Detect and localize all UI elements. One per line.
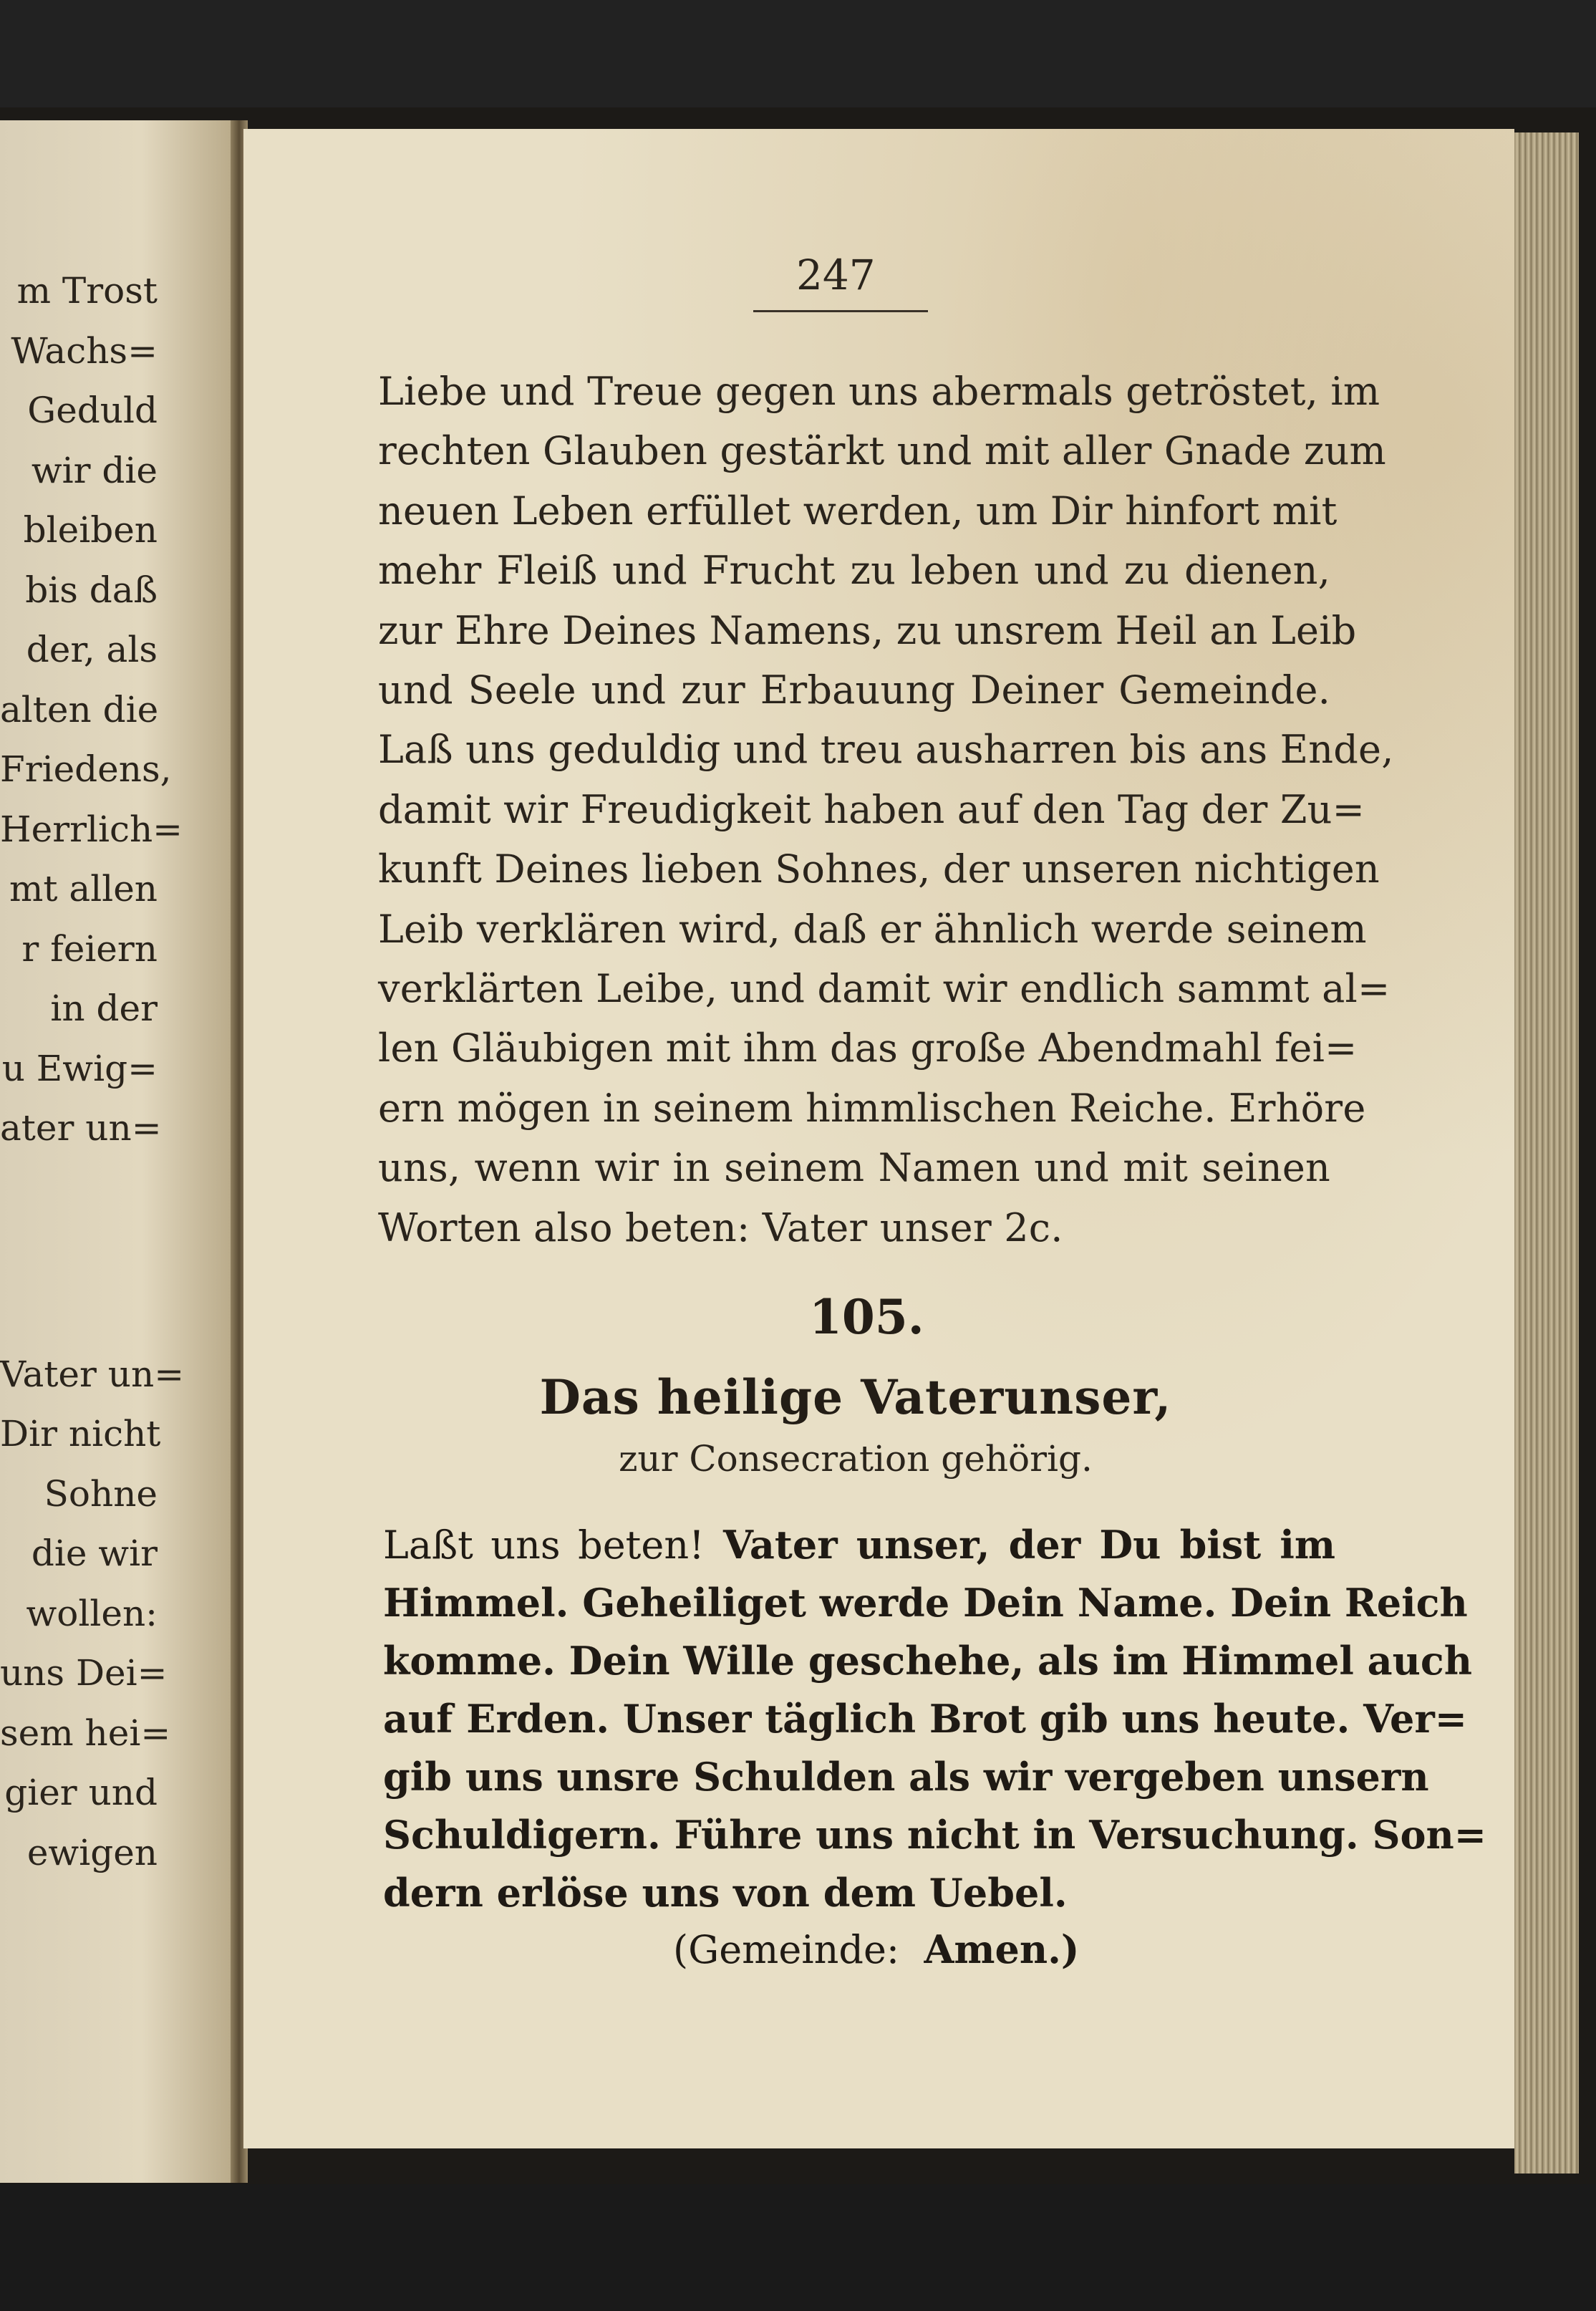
prayer-line: gib uns unsre Schulden als wir vergeben unsern: [383, 1754, 1429, 1800]
text-line: Worten also beten: Vater unser 2c.: [378, 1205, 1063, 1250]
left-line: Sohne: [44, 1472, 158, 1515]
left-line: die wir: [31, 1533, 158, 1574]
left-line: Wachs=: [11, 329, 158, 372]
left-line: uns Dei=: [0, 1652, 168, 1694]
prayer-body-text: [378, 362, 1394, 1258]
text-line: Leib verklären wird, daß er ähnlich werde seinem: [378, 906, 1367, 952]
header-rule: [753, 310, 928, 312]
left-line: mt allen: [9, 868, 158, 910]
left-line: sem hei=: [0, 1712, 171, 1754]
left-line: ater un=: [0, 1107, 162, 1149]
hymn-title: Das heilige Vaterunser,: [539, 1369, 1172, 1425]
left-line: bleiben: [23, 509, 158, 551]
left-line: Herrlich=: [0, 808, 183, 850]
text-line: Laß uns geduldig und treu ausharren bis ans Ende,: [378, 727, 1394, 773]
left-line: gier und: [4, 1772, 158, 1813]
page-edges: [1514, 132, 1579, 2174]
book-cover-top: [0, 0, 1596, 107]
left-line: wollen:: [26, 1592, 158, 1634]
text-line: ern mögen in seinem himmlischen Reiche. Erhöre: [378, 1085, 1366, 1131]
text-line: kunft Deines lieben Sohnes, der unseren nichtigen: [378, 846, 1380, 892]
text-line: uns, wenn wir in seinem Namen und mit seinen: [378, 1145, 1330, 1191]
text-line: Liebe und Treue gegen uns abermals getröstet, im: [378, 369, 1380, 414]
text-line: verklärten Leibe, und damit wir endlich sammt al=: [378, 966, 1391, 1012]
book-cover-bottom: [0, 2184, 1596, 2311]
text-line: neuen Leben erfüllet werden, um Dir hinfort mit: [378, 488, 1338, 534]
left-line: bis daß: [25, 569, 158, 611]
prayer-line: Schuldigern. Führe uns nicht in Versuchung. Son=: [383, 1812, 1487, 1858]
left-page-text: [0, 261, 236, 1883]
left-line: Vater un=: [0, 1353, 185, 1395]
text-line: damit wir Freudigkeit haben auf den Tag der Zu=: [378, 786, 1365, 832]
left-line: Geduld: [27, 390, 158, 431]
left-line: der, als: [26, 629, 158, 670]
left-line: r feiern: [21, 927, 158, 970]
left-line: wir die: [31, 449, 158, 491]
left-page: [0, 120, 236, 2183]
prayer-line: [383, 1516, 1335, 1574]
left-line: u Ewig=: [1, 1047, 158, 1089]
prayer-line: dern erlöse uns von dem Uebel.: [383, 1870, 1068, 1916]
text-line: rechten Glauben gestärkt und mit aller Gnade zum: [378, 428, 1386, 474]
prayer-line: Himmel. Geheiliget werde Dein Name. Dein Reich: [383, 1580, 1468, 1626]
left-line: m Trost: [16, 270, 158, 312]
text-line: len Gläubigen mit ihm das große Abendmahl fei=: [378, 1026, 1358, 1071]
prayer-line: auf Erden. Unser täglich Brot gib uns heute. Ver=: [383, 1696, 1468, 1742]
left-line: Dir nicht: [0, 1413, 161, 1454]
prayer-line: komme. Dein Wille geschehe, als im Himmel auch: [383, 1638, 1473, 1684]
text-line: und Seele und zur Erbauung Deiner Gemeinde.: [378, 667, 1330, 713]
lords-prayer: [383, 1516, 1487, 1922]
left-line: ewigen: [26, 1831, 158, 1873]
text-line: mehr Fleiß und Frucht zu leben und zu dienen,: [378, 548, 1330, 594]
text-line: zur Ehre Deines Namens, zu unsrem Heil an Leib: [378, 607, 1357, 653]
left-line: Friedens,: [0, 748, 172, 790]
left-line: alten die: [0, 688, 159, 730]
hymn-subtitle: zur Consecration gehörig.: [619, 1438, 1093, 1480]
response-label: (Gemeinde:: [673, 1927, 900, 1972]
prayer-line-text: Vater unser, der Du bist im: [722, 1522, 1335, 1568]
hymn-number: 105.: [809, 1289, 924, 1345]
response-amen: Amen.): [924, 1926, 1080, 1972]
left-line: in der: [50, 988, 158, 1029]
prayer-intro: Laßt uns beten!: [383, 1523, 705, 1568]
page-number: 247: [796, 251, 876, 299]
congregation-response: [673, 1926, 1079, 1972]
